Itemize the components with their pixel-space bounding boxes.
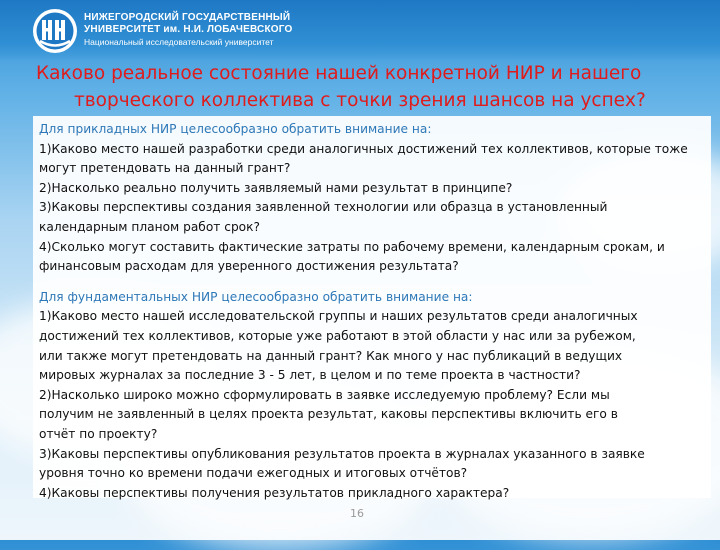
slide-header	[0, 0, 720, 62]
applied-line: 1)Каково место нашей разработки среди аналогичных достижений тех коллективов, которые тоже	[39, 141, 688, 156]
university-name-line1: НИЖЕГОРОДСКИЙ ГОСУДАРСТВЕННЫЙ	[84, 12, 291, 23]
fundamental-line: получим не заявленный в целях проекта результат, каковы перспективы включить его в	[39, 407, 618, 422]
fundamental-line: мировых журналах за последние 3 - 5 лет, в целом и по теме проекта в частности?	[39, 368, 581, 383]
university-name	[84, 12, 292, 48]
slide-title	[36, 60, 696, 114]
fundamental-line: уровня точно ко времени подачи ежегодных и итоговых отчётов?	[39, 466, 468, 481]
fundamental-line: достижений тех коллективов, которые уже работают в этой области у нас или за рубежом,	[39, 328, 636, 343]
slide-content	[39, 120, 709, 503]
applied-line: 4)Сколько могут составить фактические затраты по рабочему времени, календарным срокам, и	[39, 239, 665, 254]
fundamental-line: отчёт по проекту?	[39, 426, 158, 441]
page-number: 16	[350, 507, 364, 520]
applied-line: календарным планом работ срок?	[39, 219, 260, 234]
applied-line: 3)Каковы перспективы создания заявленной технологии или образца в установленный	[39, 200, 608, 215]
university-subtitle: Национальный исследовательский университет	[84, 37, 274, 47]
fundamental-research-section	[39, 288, 709, 504]
applied-line: могут претендовать на данный грант?	[39, 161, 291, 176]
slide-title-line1: Каково реальное состояние нашей конкретной НИР и нашего	[36, 63, 642, 84]
applied-line: финансовым расходам для уверенного достижения результата?	[39, 259, 459, 274]
university-logo-icon	[32, 8, 78, 54]
applied-research-heading: Для прикладных НИР целесообразно обратить внимание на:	[39, 122, 432, 136]
university-name-line2: УНИВЕРСИТЕТ им. Н.И. ЛОБАЧЕВСКОГО	[84, 24, 293, 35]
fundamental-line: 4)Каковы перспективы получения результатов прикладного характера?	[39, 485, 510, 500]
fundamental-line: 3)Каковы перспективы опубликования результатов проекта в журналах указанного в заявке	[39, 446, 645, 461]
fundamental-research-heading: Для фундаментальных НИР целесообразно обратить внимание на:	[39, 289, 473, 304]
fundamental-line: или также могут претендовать на данный грант? Как много у нас публикаций в ведущих	[39, 348, 623, 363]
slide-title-line2: творческого коллектива с точки зрения шансов на успех?	[74, 90, 646, 111]
applied-research-section	[39, 120, 709, 277]
fundamental-line: 2)Насколько широко можно сформулировать в заявке исследуемую проблему? Если мы	[39, 387, 610, 402]
fundamental-line: 1)Каково место нашей исследовательской группы и наших результатов среди аналогичных	[39, 309, 638, 324]
applied-line: 2)Насколько реально получить заявляемый нами результат в принципе?	[39, 180, 513, 195]
